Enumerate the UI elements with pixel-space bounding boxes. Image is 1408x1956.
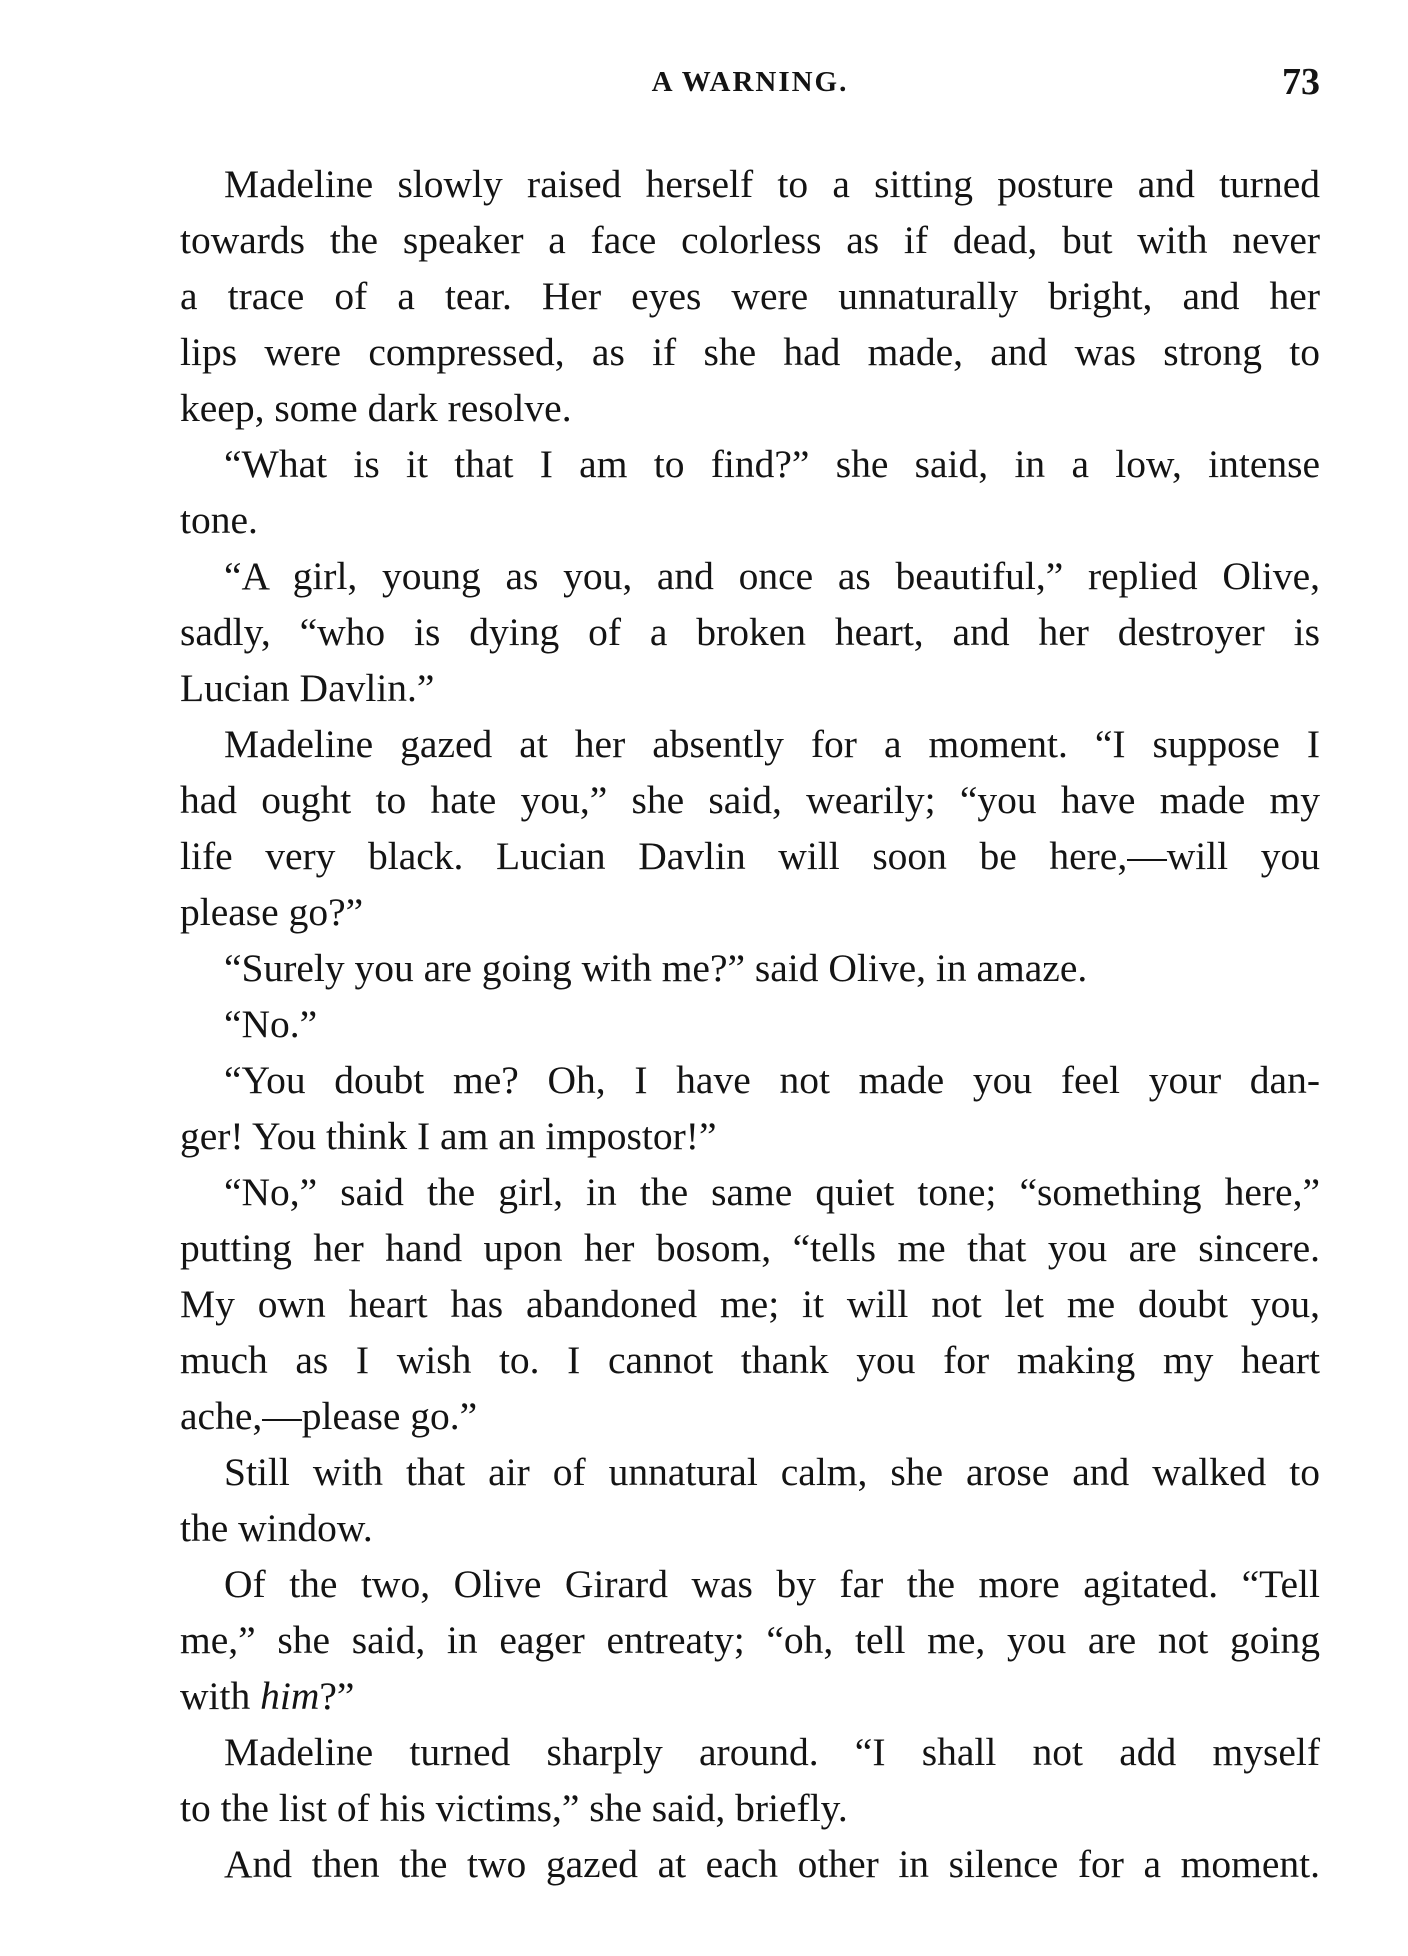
text-line	[180, 1108, 1320, 1164]
text-line	[180, 604, 1320, 660]
text-line-content: “No,” said the girl, in the same quiet tone; “something here,”	[224, 1170, 1320, 1214]
text-line-content: me,” she said, in eager entreaty; “oh, tell me, you are not going	[180, 1618, 1320, 1662]
text-line-content: had ought to hate you,” she said, wearily; “you have made my	[180, 778, 1320, 822]
text-line-content: My own heart has abandoned me; it will not let me doubt you,	[180, 1282, 1320, 1326]
text-line	[180, 1164, 1320, 1220]
text-line	[180, 660, 1320, 716]
text-line	[180, 380, 1320, 436]
text-line	[180, 324, 1320, 380]
text-line	[180, 1444, 1320, 1500]
text-line-content: ache,—please go.”	[180, 1394, 478, 1438]
text-line	[180, 940, 1320, 996]
text-line	[180, 268, 1320, 324]
text-line-content: Madeline slowly raised herself to a sitting posture and turned	[224, 162, 1320, 206]
text-line	[180, 1500, 1320, 1556]
text-line	[180, 772, 1320, 828]
text-line	[180, 996, 1320, 1052]
text-line-content: keep, some dark resolve.	[180, 386, 572, 430]
text-line-content: putting her hand upon her bosom, “tells me that you are sincere.	[180, 1226, 1320, 1270]
body-text	[180, 156, 1320, 1892]
italic-word: him	[260, 1674, 320, 1718]
text-line-content: “You doubt me? Oh, I have not made you feel your dan-	[224, 1058, 1320, 1102]
text-line	[180, 1276, 1320, 1332]
text-line-content: And then the two gazed at each other in silence for a moment.	[224, 1842, 1320, 1886]
text-line-content: Lucian Davlin.”	[180, 666, 435, 710]
text-line	[180, 1724, 1320, 1780]
text-line-content: “No.”	[224, 1002, 318, 1046]
text-line-content: life very black. Lucian Davlin will soon be here,—will you	[180, 834, 1320, 878]
text-line	[180, 1388, 1320, 1444]
text-line	[180, 1780, 1320, 1836]
text-line-content: to the list of his victims,” she said, briefly.	[180, 1786, 848, 1830]
text-line-content: towards the speaker a face colorless as if dead, but with never	[180, 218, 1320, 262]
text-line-content: Madeline turned sharply around. “I shall not add myself	[224, 1730, 1320, 1774]
text-line-content: “Surely you are going with me?” said Olive, in amaze.	[224, 946, 1088, 990]
text-line	[180, 548, 1320, 604]
text-line-content: with	[180, 1674, 261, 1718]
text-line	[180, 1612, 1320, 1668]
page-number: 73	[1282, 61, 1320, 103]
text-line-content: tone.	[180, 498, 258, 542]
text-line-content: “A girl, young as you, and once as beautiful,” replied Olive,	[224, 554, 1320, 598]
text-line-content: lips were compressed, as if she had made, and was strong to	[180, 330, 1320, 374]
text-line-content: a trace of a tear. Her eyes were unnaturally bright, and her	[180, 274, 1320, 318]
text-line	[180, 212, 1320, 268]
text-line	[180, 492, 1320, 548]
text-line	[180, 156, 1320, 212]
text-line	[180, 884, 1320, 940]
text-line-content: “What is it that I am to find?” she said, in a low, intense	[224, 442, 1320, 486]
running-head	[180, 60, 1320, 116]
running-title: A WARNING.	[651, 66, 849, 98]
text-line	[180, 1220, 1320, 1276]
text-line	[180, 1332, 1320, 1388]
text-line-content: Of the two, Olive Girard was by far the more agitated. “Tell	[224, 1562, 1320, 1606]
text-line	[180, 436, 1320, 492]
text-line-content: Madeline gazed at her absently for a moment. “I suppose I	[224, 722, 1320, 766]
text-line-content: the window.	[180, 1506, 373, 1550]
text-line	[180, 716, 1320, 772]
text-line-content: ger! You think I am an impostor!”	[180, 1114, 717, 1158]
text-line-tail: ?”	[319, 1674, 355, 1718]
text-line-content: much as I wish to. I cannot thank you for making my heart	[180, 1338, 1320, 1382]
text-line-content: please go?”	[180, 890, 364, 934]
text-line-content: Still with that air of unnatural calm, she arose and walked to	[224, 1450, 1320, 1494]
text-line	[180, 828, 1320, 884]
text-line	[180, 1836, 1320, 1892]
text-line	[180, 1052, 1320, 1108]
text-line	[180, 1556, 1320, 1612]
text-line-content: sadly, “who is dying of a broken heart, and her destroyer is	[180, 610, 1320, 654]
text-line	[180, 1668, 1320, 1724]
